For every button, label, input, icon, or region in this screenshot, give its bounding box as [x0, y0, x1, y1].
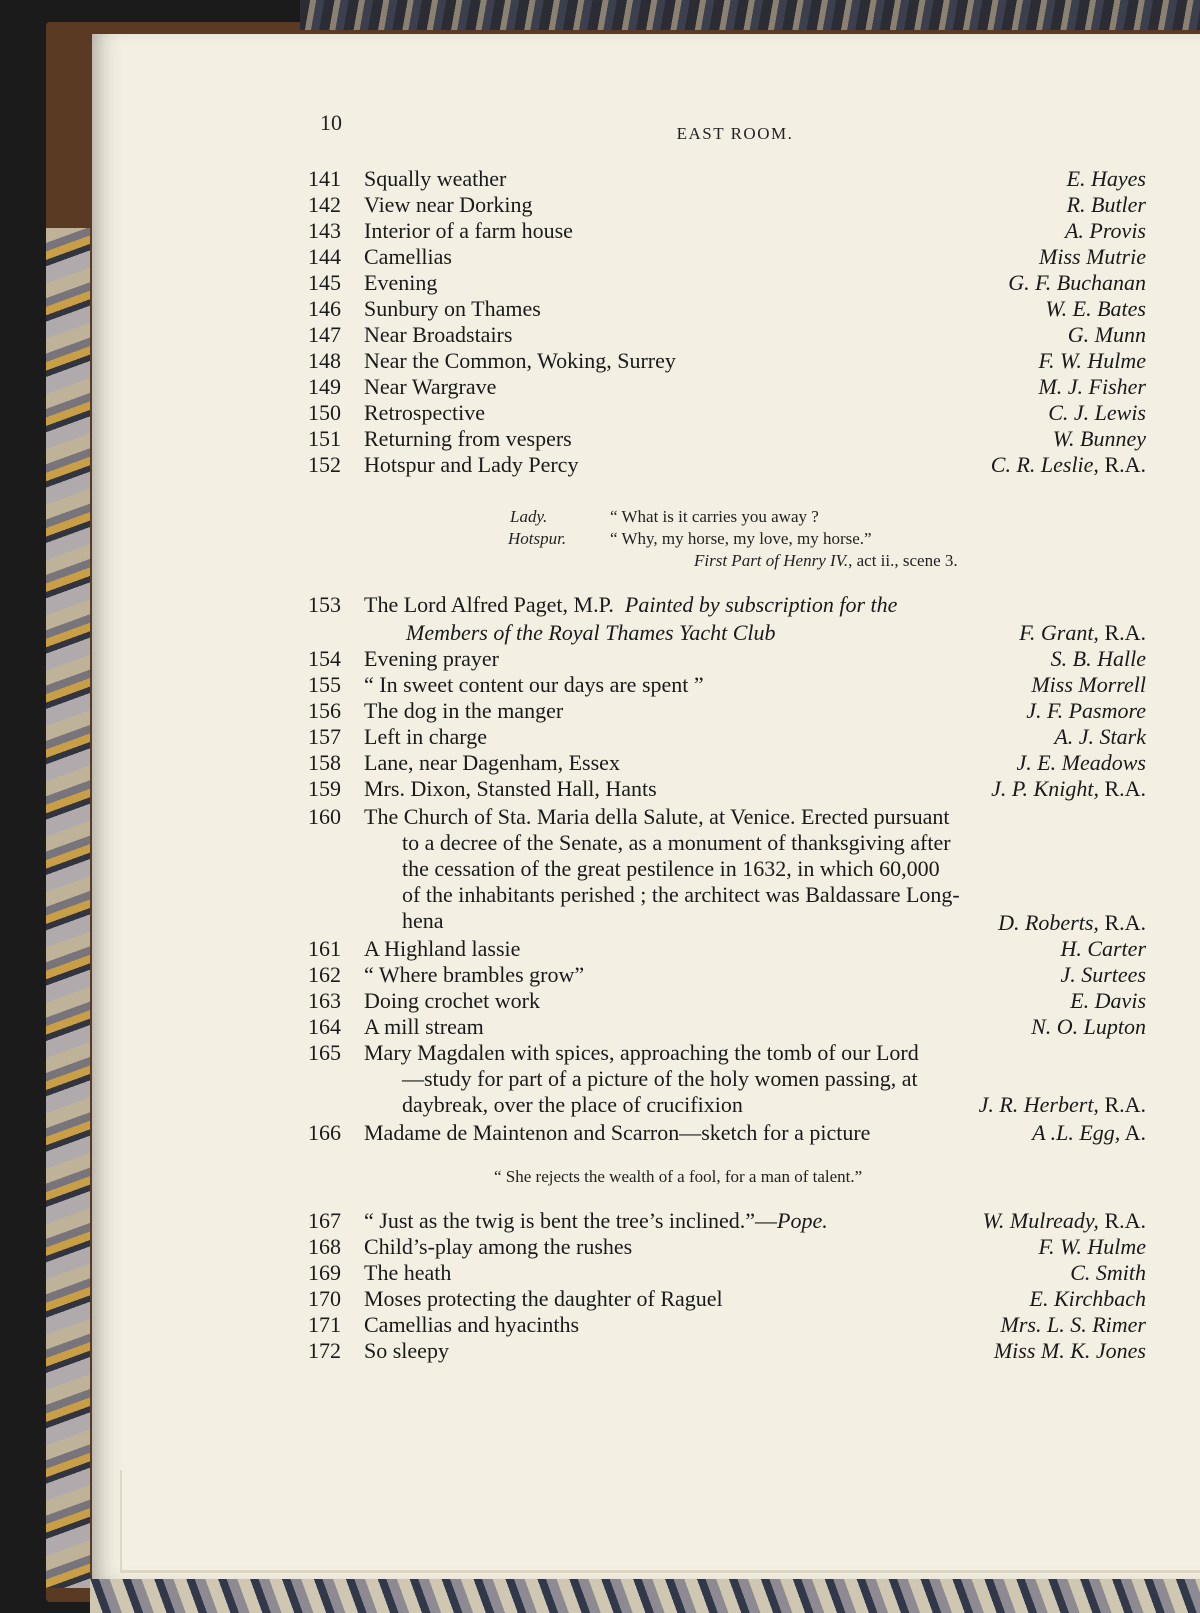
entry-number: 151 [308, 426, 341, 451]
entry-title: Sunbury on Thames [364, 296, 541, 321]
catalogue-entry [308, 962, 1146, 990]
entry-artist: J. E. Meadows [1016, 750, 1146, 775]
catalogue-entry [308, 452, 1146, 480]
entry-number: 161 [308, 936, 341, 961]
entry-number: 158 [308, 750, 341, 775]
entry-number: 155 [308, 672, 341, 697]
entry-title: Interior of a farm house [364, 218, 573, 243]
entry-artist: S. B. Halle [1050, 646, 1146, 671]
catalogue-entry [308, 646, 1146, 674]
entry-artist: R. Butler [1066, 192, 1146, 217]
catalogue-entry [308, 218, 1146, 246]
catalogue-entry [308, 988, 1146, 1016]
entry-title: Madame de Maintenon and Scarron—sketch for a picture [364, 1120, 871, 1145]
entry-artist: F. Grant, R.A. [1019, 620, 1146, 645]
entry-title: View near Dorking [364, 192, 533, 217]
catalogue-entry [308, 1338, 1146, 1366]
catalogue-entry [308, 322, 1146, 350]
entry-number: 170 [308, 1286, 341, 1311]
quote-line: “ Why, my horse, my love, my horse.” [610, 529, 872, 548]
entry-title: Lane, near Dagenham, Essex [364, 750, 620, 775]
entry-title: The Church of Sta. Maria della Salute, at Venice. Erected pursuant [364, 804, 950, 829]
entry-number: 164 [308, 1014, 341, 1039]
quote-speaker: Hotspur. [508, 529, 567, 548]
quote-speaker: Lady. [510, 507, 548, 526]
entry-title: Mrs. Dixon, Stansted Hall, Hants [364, 776, 657, 801]
entry-title: The Lord Alfred Paget, M.P. Painted by subscription for the [364, 592, 898, 617]
entry-artist: J. R. Herbert, R.A. [978, 1092, 1146, 1117]
entry-artist: Miss M. K. Jones [993, 1338, 1146, 1363]
entry-artist: G. F. Buchanan [1008, 270, 1146, 295]
entry-artist: F. W. Hulme [1038, 348, 1146, 373]
entry-title: Doing crochet work [364, 988, 540, 1013]
entry-artist: G. Munn [1067, 322, 1146, 347]
entry-artist: Miss Mutrie [1039, 244, 1146, 269]
entry-title: Retrospective [364, 400, 485, 425]
catalogue-entry [308, 1260, 1146, 1288]
entry-artist: W. Mulready, R.A. [982, 1208, 1146, 1233]
entry-title: Near Broadstairs [364, 322, 513, 347]
entry-artist: Mrs. L. S. Rimer [1000, 1312, 1146, 1337]
entry-artist: C. J. Lewis [1048, 400, 1146, 425]
entry-number: 168 [308, 1234, 341, 1259]
running-head: EAST ROOM. [676, 124, 794, 143]
entry-title: Moses protecting the daughter of Raguel [364, 1286, 723, 1311]
page-number: 10 [320, 110, 342, 135]
entry-title: Left in charge [364, 724, 487, 749]
entry-artist: A. Provis [1064, 218, 1146, 243]
quotation: “ She rejects the wealth of a fool, for a man of talent.” [494, 1167, 863, 1186]
entry-number: 160 [308, 804, 341, 829]
catalogue-entry [308, 698, 1146, 726]
entry-title-continuation: the cessation of the great pestilence in 1632, in which 60,000 [402, 856, 940, 881]
catalogue-entry [308, 166, 1146, 194]
catalogue-entry [308, 672, 1146, 700]
marbled-endpaper-bottom [90, 1575, 1200, 1613]
entry-number: 148 [308, 348, 341, 373]
entry-number: 145 [308, 270, 341, 295]
entry-artist: N. O. Lupton [1031, 1014, 1146, 1039]
entry-artist: J. F. Pasmore [1026, 698, 1146, 723]
entry-artist: M. J. Fisher [1038, 374, 1146, 399]
entry-artist: E. Davis [1070, 988, 1146, 1013]
entry-artist: E. Kirchbach [1029, 1286, 1146, 1311]
entry-title: The heath [364, 1260, 452, 1285]
catalogue-entry [308, 426, 1146, 454]
catalogue-entry [308, 1286, 1146, 1314]
entry-artist: D. Roberts, R.A. [998, 910, 1146, 935]
entry-number: 163 [308, 988, 341, 1013]
entry-title: Squally weather [364, 166, 507, 191]
entry-number: 166 [308, 1120, 341, 1145]
catalogue-entry [308, 270, 1146, 298]
entry-artist: Miss Morrell [1031, 672, 1146, 697]
entry-number: 147 [308, 322, 341, 347]
entry-artist: J. P. Knight, R.A. [991, 776, 1146, 801]
catalogue-entry [308, 724, 1146, 752]
entry-number: 169 [308, 1260, 341, 1285]
marbled-endpaper-top [300, 0, 1200, 30]
catalogue-entry [308, 592, 1146, 620]
entry-number: 149 [308, 374, 341, 399]
entry-number: 146 [308, 296, 341, 321]
entry-number: 156 [308, 698, 341, 723]
entry-title: Evening prayer [364, 646, 499, 671]
entry-title: Returning from vespers [364, 426, 572, 451]
entry-artist: C. Smith [1070, 1260, 1146, 1285]
catalogue-entry [308, 1208, 1146, 1236]
entry-artist: J. Surtees [1060, 962, 1146, 987]
entry-number: 141 [308, 166, 341, 191]
catalogue-entry [308, 244, 1146, 272]
entry-title: A Highland lassie [364, 936, 521, 961]
entry-artist: H. Carter [1060, 936, 1146, 961]
entry-number: 144 [308, 244, 341, 269]
entry-title: “ Just as the twig is bent the tree’s inclined.”—Pope. [364, 1208, 828, 1233]
entry-title-continuation: daybreak, over the place of crucifixion [402, 1092, 743, 1117]
entry-artist: W. E. Bates [1045, 296, 1146, 321]
entry-artist: W. Bunney [1052, 426, 1146, 451]
catalogue-entry [308, 1120, 1146, 1148]
entry-number: 172 [308, 1338, 341, 1363]
entry-title: The dog in the manger [364, 698, 564, 723]
entry-number: 157 [308, 724, 341, 749]
entry-number: 142 [308, 192, 341, 217]
entry-title: Camellias and hyacinths [364, 1312, 580, 1337]
entry-title: Near Wargrave [364, 374, 497, 399]
entry-title: Hotspur and Lady Percy [364, 452, 579, 477]
entry-number: 171 [308, 1312, 341, 1337]
entry-title-continuation: to a decree of the Senate, as a monument of thanksgiving after [402, 830, 951, 855]
entry-title: A mill stream [364, 1014, 484, 1039]
catalogue-entry [308, 776, 1146, 804]
entry-number: 152 [308, 452, 341, 477]
entry-number: 165 [308, 1040, 341, 1065]
entry-title-continuation: —study for part of a picture of the holy women passing, at [402, 1066, 918, 1091]
entry-number: 159 [308, 776, 341, 801]
quote-source: First Part of Henry IV., act ii., scene 3. [694, 551, 958, 570]
catalogue-entry [308, 400, 1146, 428]
entry-title: Mary Magdalen with spices, approaching the tomb of our Lord [364, 1040, 919, 1065]
entry-number: 153 [308, 592, 341, 617]
entry-artist: E. Hayes [1066, 166, 1146, 191]
catalogue-entry [308, 1014, 1146, 1042]
catalogue-entry [308, 750, 1146, 778]
entry-note-continuation: Members of the Royal Thames Yacht Club [406, 620, 776, 645]
entry-number: 167 [308, 1208, 341, 1233]
catalogue-entry [308, 296, 1146, 324]
entry-title: Camellias [364, 244, 452, 269]
marbled-endpaper-left [46, 228, 90, 1588]
catalogue-entry [308, 1040, 1146, 1068]
catalogue-entry [308, 192, 1146, 220]
catalogue-entry [308, 936, 1146, 964]
entry-artist: C. R. Leslie, R.A. [990, 452, 1146, 477]
entry-number: 162 [308, 962, 341, 987]
entry-title: So sleepy [364, 1338, 449, 1363]
entry-number: 143 [308, 218, 341, 243]
entry-title: Near the Common, Woking, Surrey [364, 348, 676, 373]
catalogue-entry [308, 1312, 1146, 1340]
entry-title: Evening [364, 270, 438, 295]
entry-title: “ In sweet content our days are spent ” [364, 672, 704, 697]
entry-artist: A. J. Stark [1054, 724, 1146, 749]
catalogue-entry [308, 374, 1146, 402]
catalogue-entry [308, 348, 1146, 376]
page-edges [120, 1470, 1200, 1573]
entry-artist: A .L. Egg, A. [1032, 1120, 1146, 1145]
entry-title-continuation: of the inhabitants perished ; the architect was Baldassare Long- [402, 882, 960, 907]
entry-number: 154 [308, 646, 341, 671]
entry-number: 150 [308, 400, 341, 425]
entry-title: Child’s-play among the rushes [364, 1234, 633, 1259]
entry-title: “ Where brambles grow” [364, 962, 585, 987]
entry-artist: F. W. Hulme [1038, 1234, 1146, 1259]
catalogue-entry [308, 1234, 1146, 1262]
quote-line: “ What is it carries you away ? [610, 507, 819, 526]
entry-title-continuation: hena [402, 908, 444, 933]
catalogue-entry [308, 804, 1146, 832]
